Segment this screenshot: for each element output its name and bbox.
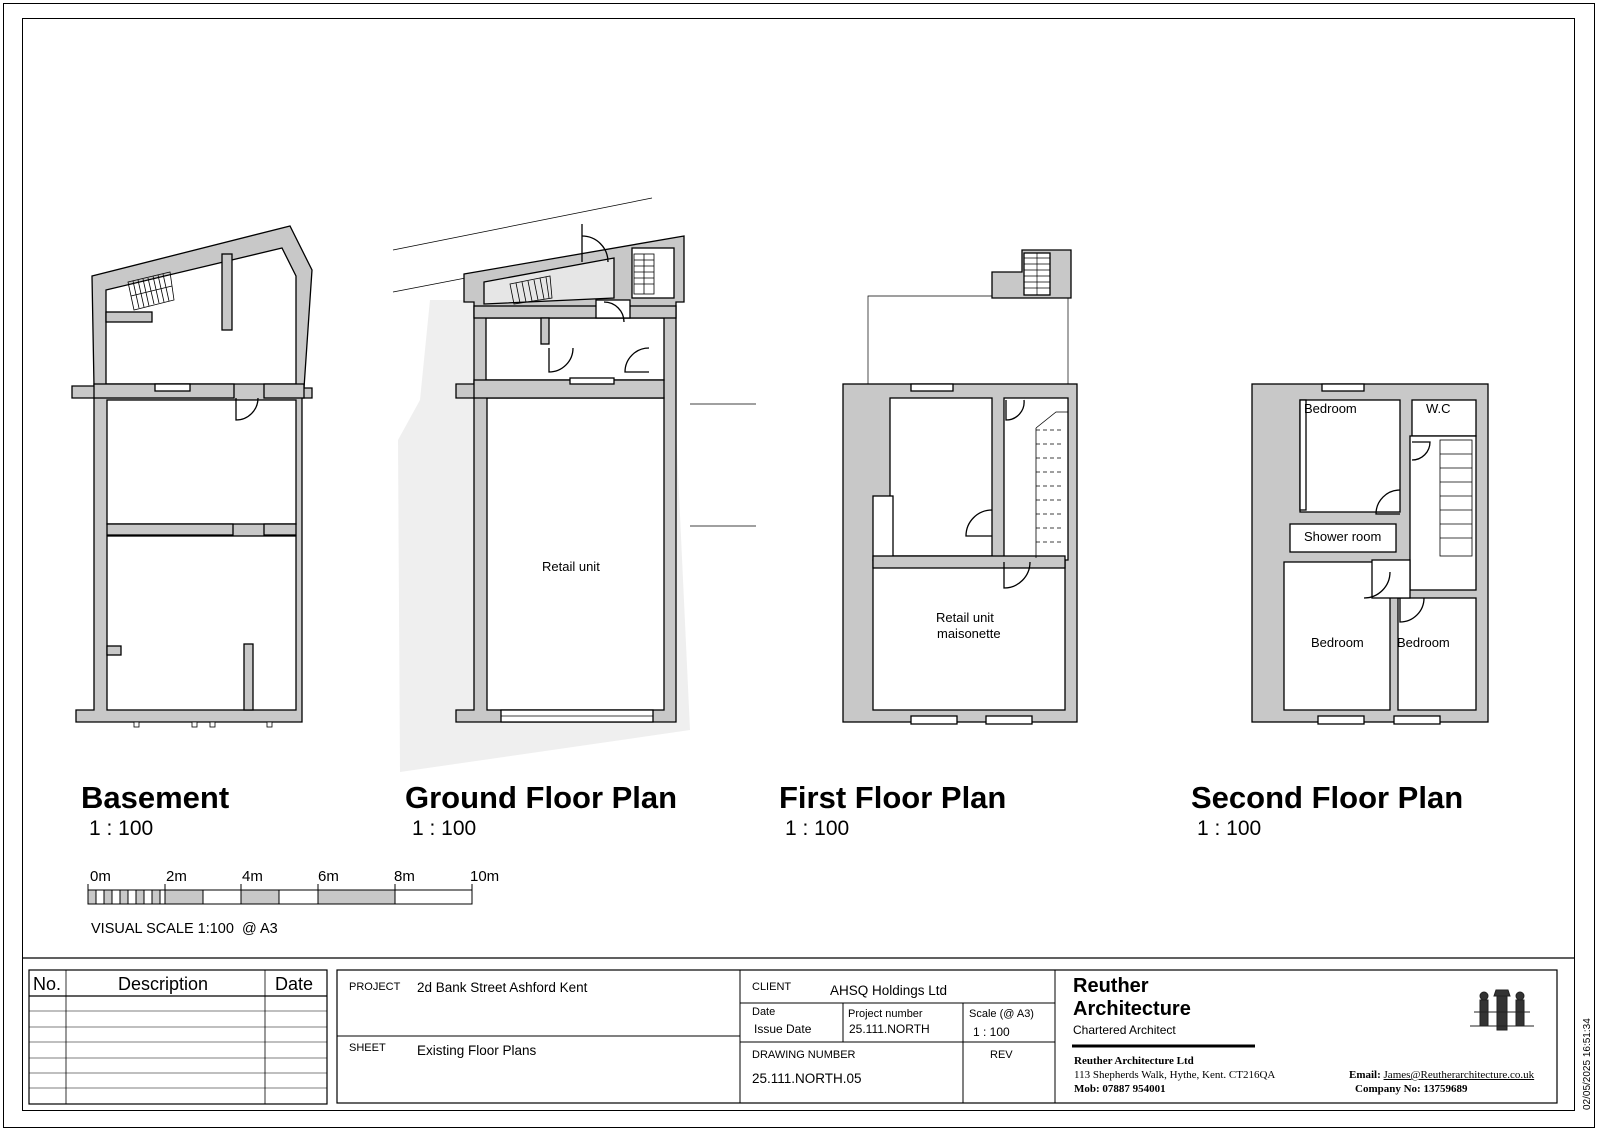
firm-crest-logo bbox=[1470, 990, 1534, 1030]
room-label-bedroom-2: Bedroom bbox=[1311, 635, 1364, 650]
client-label: CLIENT bbox=[752, 981, 792, 993]
second-floor-plan bbox=[1252, 384, 1488, 724]
first-window-front-1 bbox=[911, 716, 957, 724]
first-floor-plan bbox=[843, 250, 1077, 724]
scale-label: Scale (@ A3) bbox=[969, 1008, 1034, 1020]
revision-header-date: Date bbox=[275, 974, 314, 994]
rev-label: REV bbox=[990, 1049, 1013, 1061]
firm-email-label: Email: bbox=[1349, 1069, 1381, 1081]
firm-address: 113 Shepherds Walk, Hythe, Kent. CT216QA bbox=[1074, 1069, 1276, 1081]
first-floor-title: First Floor Plan bbox=[779, 780, 1007, 815]
basement-plan bbox=[72, 226, 312, 727]
firm-email-link[interactable]: James@Reutherarchitecture.co.uk bbox=[1383, 1069, 1535, 1081]
room-label-first-retail: Retail unit bbox=[936, 610, 994, 625]
scale-value: 1 : 100 bbox=[973, 1025, 1010, 1039]
basement-scale: 1 : 100 bbox=[89, 817, 154, 840]
firm-company-name: Reuther Architecture Ltd bbox=[1074, 1055, 1194, 1067]
scale-tick-0m: 0m bbox=[90, 868, 111, 885]
revision-header-description: Description bbox=[118, 974, 209, 994]
basement-room-middle bbox=[107, 400, 296, 524]
room-label-bedroom-3: Bedroom bbox=[1397, 635, 1450, 650]
first-window-front-2 bbox=[986, 716, 1032, 724]
scale-tick-6m: 6m bbox=[318, 868, 339, 885]
room-label-shower-room: Shower room bbox=[1304, 529, 1382, 544]
date-label: Date bbox=[752, 1006, 776, 1018]
second-floor-title: Second Floor Plan bbox=[1191, 780, 1464, 815]
scale-bar bbox=[88, 884, 472, 904]
scale-tick-4m: 4m bbox=[242, 868, 263, 885]
plot-timestamp: 02/05/2025 16:51:34 bbox=[1582, 1018, 1593, 1110]
ground-floor-plan bbox=[393, 198, 756, 772]
scale-tick-8m: 8m bbox=[394, 868, 415, 885]
scale-bar-caption: VISUAL SCALE 1:100 @ A3 bbox=[91, 921, 278, 937]
first-window-rear bbox=[911, 384, 953, 391]
firm-email-row bbox=[1349, 1069, 1534, 1081]
second-landing bbox=[1410, 436, 1476, 590]
firm-company-number: Company No: 13759689 bbox=[1355, 1083, 1468, 1095]
firm-name-line-1: Reuther bbox=[1073, 975, 1149, 997]
revision-header-no: No. bbox=[33, 974, 62, 994]
first-room-bedroom bbox=[890, 398, 992, 556]
issue-date: Issue Date bbox=[754, 1022, 812, 1036]
basement-title: Basement bbox=[81, 780, 230, 815]
project-number-label: Project number bbox=[848, 1008, 923, 1020]
scale-tick-10m: 10m bbox=[470, 868, 500, 885]
ground-floor-title: Ground Floor Plan bbox=[405, 780, 678, 815]
ground-retail-unit bbox=[487, 398, 664, 710]
drawing-number: 25.111.NORTH.05 bbox=[752, 1071, 862, 1086]
sheet-name: Existing Floor Plans bbox=[417, 1043, 537, 1058]
second-window-rear bbox=[1322, 384, 1364, 391]
second-floor-scale: 1 : 100 bbox=[1197, 817, 1262, 840]
ground-floor-scale: 1 : 100 bbox=[412, 817, 477, 840]
second-window-front-1 bbox=[1318, 716, 1364, 724]
second-window-front-2 bbox=[1394, 716, 1440, 724]
firm-name-line-2: Architecture bbox=[1073, 998, 1191, 1020]
first-floor-scale: 1 : 100 bbox=[785, 817, 850, 840]
firm-mobile: Mob: 07887 954001 bbox=[1074, 1083, 1166, 1095]
basement-room-lower bbox=[107, 536, 296, 710]
firm-subtitle: Chartered Architect bbox=[1073, 1023, 1176, 1037]
room-label-wc: W.C bbox=[1426, 401, 1451, 416]
project-name: 2d Bank Street Ashford Kent bbox=[417, 980, 588, 995]
second-bedroom-3-room bbox=[1398, 598, 1476, 710]
sheet-label: SHEET bbox=[349, 1042, 386, 1054]
scale-tick-2m: 2m bbox=[166, 868, 187, 885]
basement-window bbox=[155, 384, 190, 391]
drawing-number-label: DRAWING NUMBER bbox=[752, 1049, 856, 1061]
room-label-first-maisonette: maisonette bbox=[937, 626, 1001, 641]
ground-room-rear bbox=[486, 318, 664, 380]
room-label-ground-retail: Retail unit bbox=[542, 559, 600, 574]
project-number: 25.111.NORTH bbox=[849, 1022, 930, 1036]
room-label-bedroom-1: Bedroom bbox=[1304, 401, 1357, 416]
client-name: AHSQ Holdings Ltd bbox=[830, 983, 948, 998]
project-label: PROJECT bbox=[349, 981, 401, 993]
